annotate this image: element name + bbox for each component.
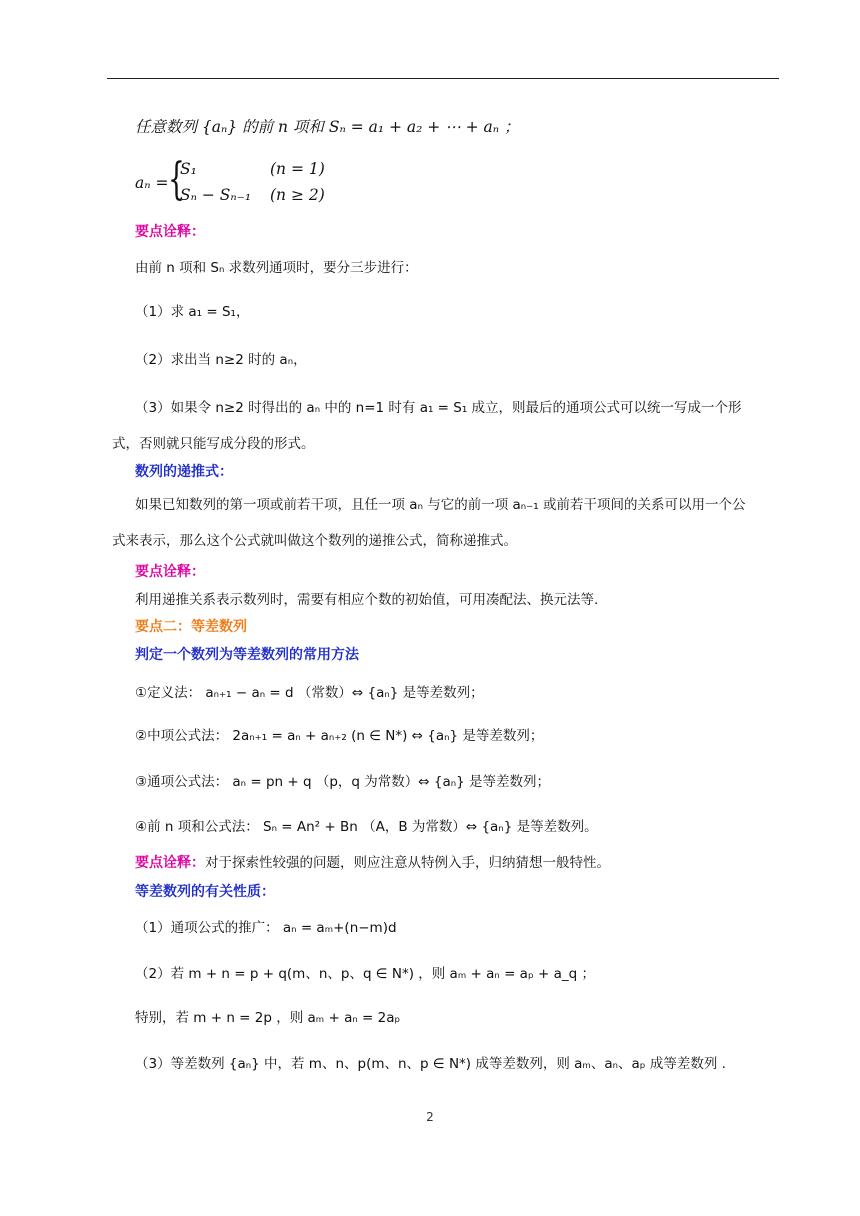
left-brace-icon: { — [168, 154, 185, 205]
heading-key-notes-3: 要点诠释： — [135, 855, 205, 871]
step-2: （2）求出当 n≥2 时的 aₙ， — [135, 352, 307, 368]
method-general-term: ③通项公式法： aₙ = pn + q （p，q 为常数）⇔ {aₙ} 是等差数列； — [135, 774, 550, 790]
heading-arithmetic-sequence: 要点二：等差数列 — [135, 619, 247, 635]
piecewise-formula — [135, 154, 335, 208]
property-2: （2）若 m + n = p + q(m、n、p、q ∈ N*) ，则 aₘ + aₙ = aₚ + a_q ； — [135, 966, 596, 982]
key-notes-line-3 — [135, 853, 610, 873]
step-1: （1）求 a₁ = S₁， — [135, 304, 250, 320]
header-rule — [107, 78, 779, 79]
piece-condition-2: (n ≥ 2) — [270, 186, 325, 204]
piece-lhs: aₙ = — [135, 174, 169, 192]
property-special: 特别，若 m + n = 2p ，则 aₘ + aₙ = 2aₚ — [135, 1010, 401, 1026]
heading-properties: 等差数列的有关性质： — [135, 884, 275, 900]
method-sum-formula: ④前 n 项和公式法： Sₙ = An² + Bn （A，B 为常数）⇔ {aₙ} 是等差数列。 — [135, 819, 598, 835]
property-1: （1）通项公式的推广： aₙ = aₘ+(n−m)d — [135, 920, 397, 936]
method-middle-term: ②中项公式法： 2aₙ₊₁ = aₙ + aₙ₊₂ (n ∈ N*) ⇔ {aₙ} 是等差数列； — [135, 728, 544, 744]
piece-case-2: Sₙ − Sₙ₋₁ — [180, 186, 252, 204]
piece-condition-1: (n = 1) — [270, 160, 325, 178]
page-number: 2 — [426, 1110, 434, 1124]
recurrence-definition: 如果已知数列的第一项或前若干项，且任一项 aₙ 与它的前一项 aₙ₋₁ 或前若干项间的关系可以用一个公式来表示，那么这个公式就叫做这个数列的递推公式，简称递推式。 — [112, 497, 746, 549]
heading-recurrence: 数列的递推式： — [135, 464, 233, 480]
method-definition: ①定义法： aₙ₊₁ − aₙ = d （常数）⇔ {aₙ} 是等差数列； — [135, 685, 484, 701]
property-3: （3）等差数列 {aₙ} 中，若 m、n、p(m、n、p ∈ N*) 成等差数列，则 aₘ、aₙ、aₚ 成等差数列 . — [135, 1056, 726, 1072]
heading-key-notes-1: 要点诠释： — [135, 224, 205, 240]
heading-methods: 判定一个数列为等差数列的常用方法 — [135, 647, 359, 663]
recurrence-note: 利用递推关系表示数列时，需要有相应个数的初始值，可用凑配法、换元法等. — [135, 592, 599, 608]
key-notes-3-text: 对于探索性较强的问题，则应注意从特例入手，归纳猜想一般特性。 — [205, 855, 610, 871]
heading-key-notes-2: 要点诠释： — [135, 564, 205, 580]
three-steps-intro: 由前 n 项和 Sₙ 求数列通项时，要分三步进行： — [135, 260, 418, 276]
step-3: （3）如果令 n≥2 时得出的 aₙ 中的 n=1 时有 a₁ = S₁ 成立，则最后的通项公式可以统一写成一个形式，否则就只能写成分段的形式。 — [112, 400, 742, 452]
piece-case-1: S₁ — [180, 160, 197, 178]
sum-definition-line: 任意数列 {aₙ} 的前 n 项和 Sₙ = a₁ + a₂ + ⋯ + aₙ ； — [135, 118, 520, 136]
